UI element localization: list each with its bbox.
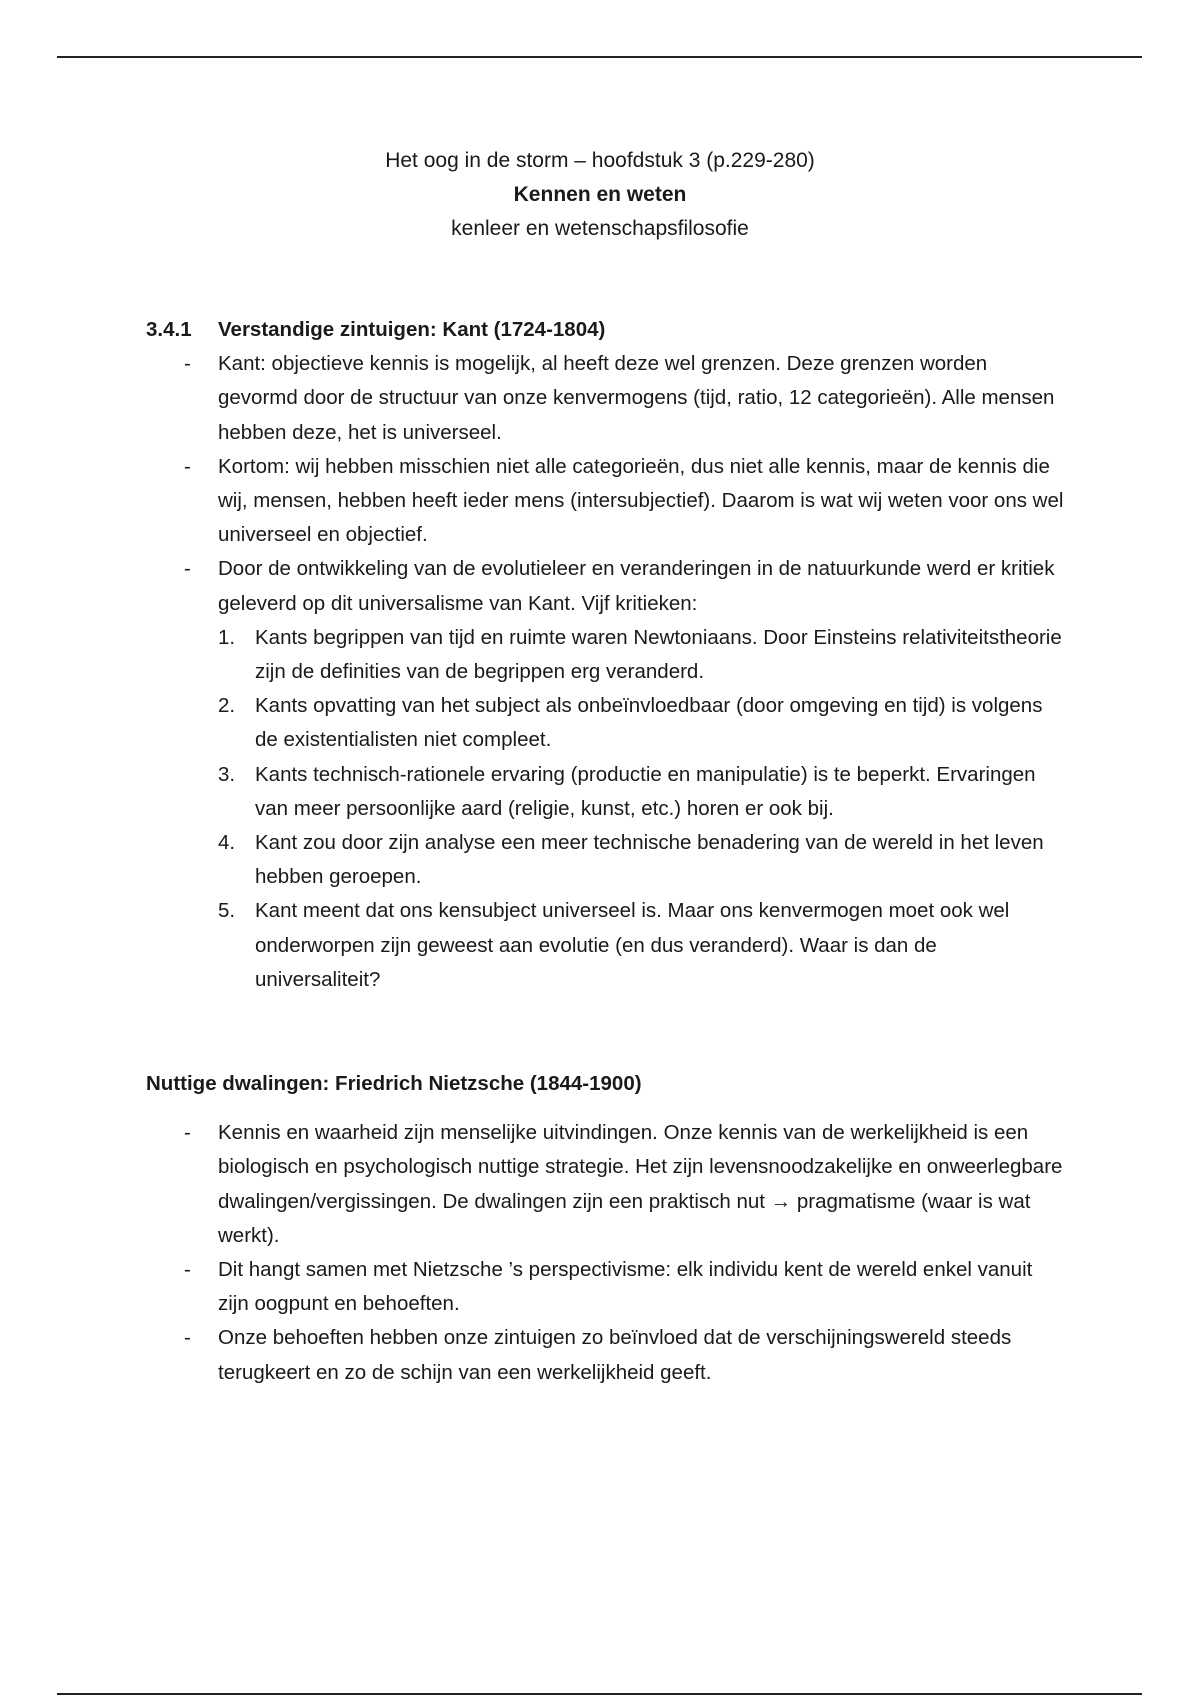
- list-item: - Dit hangt samen met Nietzsche ’s perspectivisme: elk individu kent de wereld enkel vanuit zijn oogpunt en behoeften.: [146, 1253, 1066, 1321]
- section-title: Verstandige zintuigen: Kant (1724-1804): [218, 318, 606, 341]
- section-number: 3.4.1: [146, 318, 192, 341]
- list-item: - Kennis en waarheid zijn menselijke uitvindingen. Onze kennis van de werkelijkheid is een biologisch en psychologisch nuttige strategie. Het zijn levensnoodzakelijke en onweerlegbare dwalingen/vergissingen. De dwalingen zijn een praktisch nut → pragmatisme (waar is wat werkt).: [146, 1116, 1066, 1253]
- critique-item: [218, 689, 1066, 757]
- header-book-reference: Het oog in de storm – hoofdstuk 3 (p.229-280): [385, 149, 815, 172]
- section-heading-nietzsche: [146, 1067, 1066, 1101]
- critique-number: 4.: [218, 831, 236, 855]
- list-item: [146, 552, 1066, 997]
- critique-item: [218, 894, 1066, 997]
- kant-bullet-list: [146, 347, 1066, 997]
- section-nietzsche: [146, 1067, 1066, 1390]
- list-item-text: - Door de ontwikkeling van de evolutieleer en veranderingen in de natuurkunde werd er kritiek geleverd op dit universalisme van Kant. Vijf kritieken:: [218, 557, 1055, 615]
- critique-item: [218, 758, 1066, 826]
- list-item: - Onze behoeften hebben onze zintuigen zo beïnvloed dat de verschijningswereld steeds terugkeert en zo de schijn van een werkelijkheid geeft.: [146, 1321, 1066, 1389]
- critique-text: Kants technisch-rationele ervaring (productie en manipulatie) is te beperkt. Ervaringen van meer persoonlijke aard (religie, kunst, etc.) horen er ook bij.: [255, 762, 1036, 820]
- critique-text: Kant zou door zijn analyse een meer technische benadering van de wereld in het leven hebben geroepen.: [255, 831, 1044, 889]
- critique-item: [218, 621, 1066, 689]
- critique-item: [218, 826, 1066, 894]
- top-rule: [57, 56, 1142, 58]
- nietzsche-bullet-list: [146, 1116, 1066, 1390]
- section-heading-kant: [146, 313, 1066, 347]
- document-header: [0, 144, 1200, 246]
- critique-text: Kants begrippen van tijd en ruimte waren Newtoniaans. Door Einsteins relativiteitstheorie zijn de definities van de begrippen erg veranderd.: [255, 625, 1062, 684]
- section-kant: [146, 313, 1066, 997]
- header-title: Kennen en weten: [513, 183, 687, 206]
- header-subtitle: kenleer en wetenschapsfilosofie: [451, 217, 749, 240]
- critique-number: 2.: [218, 694, 236, 718]
- bottom-rule: [57, 1693, 1142, 1695]
- section-title: Nuttige dwalingen: Friedrich Nietzsche (1844-1900): [146, 1072, 642, 1095]
- list-item: - Kant: objectieve kennis is mogelijk, al heeft deze wel grenzen. Deze grenzen worden gevormd door de structuur van onze kenvermogens (tijd, ratio, 12 categorieën). Alle mensen hebben deze, het is universeel.: [146, 347, 1066, 450]
- list-item: - Kortom: wij hebben misschien niet alle categorieën, dus niet alle kennis, maar de kennis die wij, mensen, hebben heeft ieder mens (intersubjectief). Daarom is wat wij weten voor ons wel universeel en objectief.: [146, 450, 1066, 553]
- critique-text: Kant meent dat ons kensubject universeel is. Maar ons kenvermogen moet ook wel onderworpen zijn geweest aan evolutie (en dus veranderd). Waar is dan de universaliteit?: [255, 899, 1010, 991]
- critiques-list: [218, 621, 1066, 997]
- critique-number: 3.: [218, 762, 236, 786]
- critique-number: 1.: [218, 625, 236, 649]
- critique-number: 5.: [218, 899, 236, 923]
- critique-text: Kants opvatting van het subject als onbeïnvloedbaar (door omgeving en tijd) is volgens de existentialisten niet compleet.: [255, 694, 1043, 752]
